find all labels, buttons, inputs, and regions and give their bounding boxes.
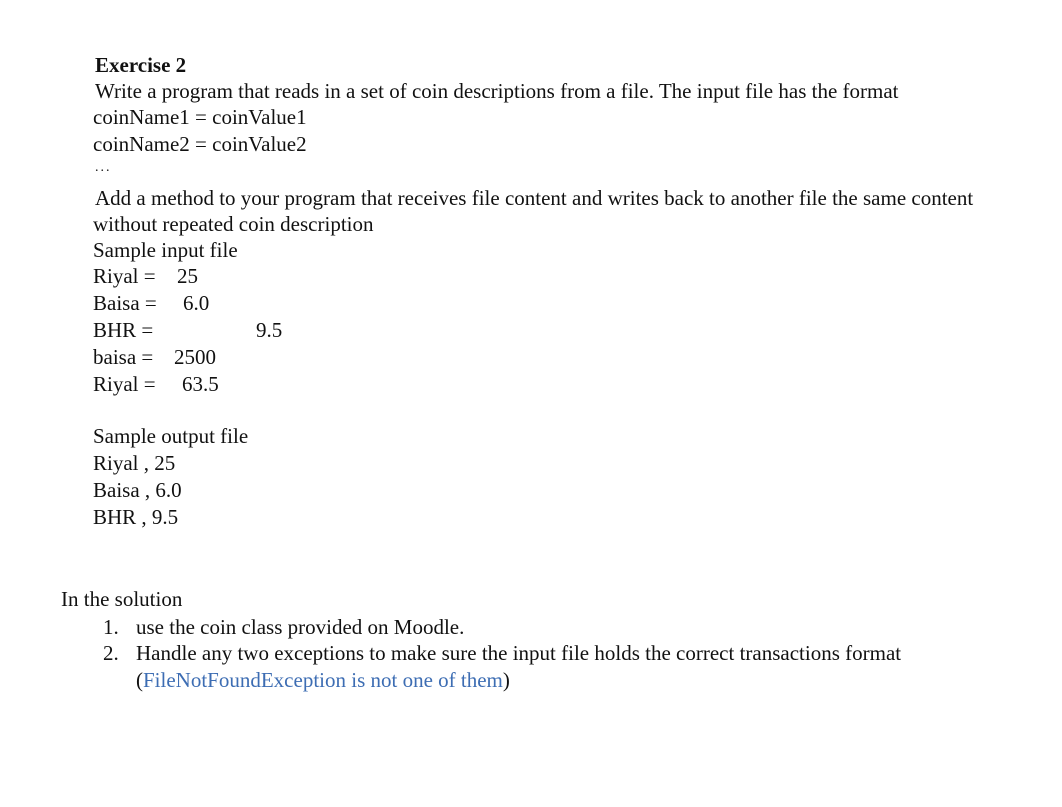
list-text: Handle any two exceptions to make sure the input file holds the correct transactions format <box>136 641 902 665</box>
row-value: 25 <box>177 264 198 288</box>
note-open-paren: ( <box>136 668 143 692</box>
sample-output-row: Baisa , 6.0 <box>93 478 182 502</box>
list-text: use the coin class provided on Moodle. <box>136 615 465 639</box>
row-key: baisa = <box>93 345 154 369</box>
sample-output-row: BHR , 9.5 <box>93 505 179 529</box>
method-line-2: without repeated coin description <box>93 212 374 236</box>
note-text: FileNotFoundException is not one of them <box>143 668 503 692</box>
sample-input-heading: Sample input file <box>93 238 238 262</box>
exercise-title: Exercise 2 <box>95 53 187 77</box>
ellipsis: ... <box>95 160 112 175</box>
row-value: 6.0 <box>183 291 210 315</box>
row-key: Riyal = <box>93 372 156 396</box>
sample-input-row <box>93 263 353 289</box>
list-number: 2. <box>103 641 119 665</box>
sample-input-row <box>93 290 353 316</box>
sample-input-row <box>93 371 353 397</box>
row-value: 9.5 <box>256 318 283 342</box>
list-item <box>103 614 1003 640</box>
sample-output-heading: Sample output file <box>93 424 249 448</box>
row-key: Baisa = <box>93 291 157 315</box>
note-close-paren: ) <box>502 668 510 692</box>
row-key: BHR = <box>93 318 154 342</box>
row-value: 63.5 <box>182 372 219 396</box>
exercise-intro: Write a program that reads in a set of coin descriptions from a file. The input file has the format <box>95 79 899 103</box>
sample-input-row <box>93 317 353 343</box>
row-key: Riyal = <box>93 264 156 288</box>
sample-input-row <box>93 344 353 370</box>
list-number: 1. <box>103 615 119 639</box>
format-line-2: coinName2 = coinValue2 <box>93 132 307 156</box>
list-item <box>103 640 1003 666</box>
exception-note <box>136 667 510 693</box>
method-line-1: Add a method to your program that receives file content and writes back to another file the same content <box>95 186 974 210</box>
sample-output-row: Riyal , 25 <box>93 451 176 475</box>
format-line-1: coinName1 = coinValue1 <box>93 105 307 129</box>
solution-heading: In the solution <box>61 587 183 611</box>
row-value: 2500 <box>174 345 216 369</box>
